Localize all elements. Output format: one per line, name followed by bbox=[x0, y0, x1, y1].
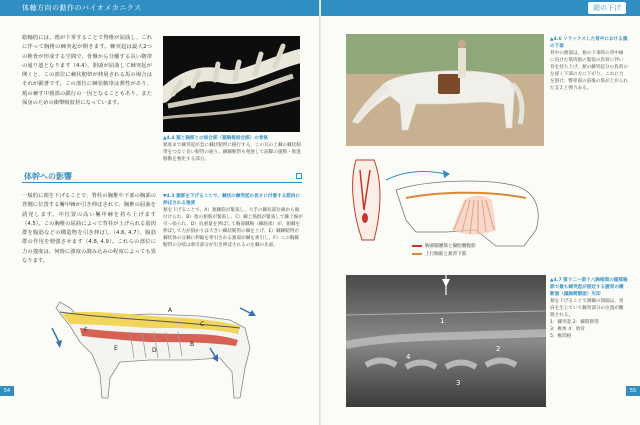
caption-4-6-label: ▲4.6 bbox=[550, 37, 562, 42]
xray-image bbox=[346, 275, 546, 407]
diagram-label-c: C bbox=[200, 321, 205, 328]
caption-4-7-item-2: 2：棘間靭帯 bbox=[572, 320, 599, 325]
caption-4-4-label: ▲4.4 bbox=[163, 136, 175, 141]
caption-4-3-label: ▼4.3 bbox=[163, 194, 175, 199]
page-number-left: 54 bbox=[0, 386, 14, 396]
diagram-legend bbox=[412, 243, 476, 259]
vertebrae-photo bbox=[163, 36, 300, 132]
legend-swatch-red bbox=[412, 245, 422, 247]
caption-4-4-title: 頚と胸部との結合部（頚胸椎結合部）の骨格 bbox=[176, 136, 269, 141]
caption-4-7-item-5: 5：椎間板 bbox=[550, 334, 572, 339]
caption-4-3-title: 頚部を下げることで、棘状の棘突起の長さに付着する筋肉に伸ばされる強度 bbox=[163, 194, 301, 206]
chapter-badge: 頚の下げ bbox=[588, 2, 626, 14]
white-horse-photo bbox=[346, 34, 544, 146]
page-number-right: 55 bbox=[626, 386, 640, 396]
caption-4-7-text: 頚を下げることで頚棘の間隔は、勇肩を生じていて棘突部分の位置が離脱される。 bbox=[550, 299, 624, 318]
left-header-bar bbox=[0, 0, 319, 16]
xray-label-3: 3 bbox=[456, 379, 461, 387]
caption-4-7-item-1: 1：棘突起 bbox=[550, 320, 572, 325]
caption-4-7-item-4: 4：肋骨 bbox=[568, 327, 585, 332]
caption-4-7-title: 第十二～第十八胸椎間の頚部胸郭で最も棘突起が接近する腰背の横断面（頚胸関節面）矢印 bbox=[550, 278, 628, 297]
caption-4-7-label: ▲4.7 bbox=[550, 278, 562, 283]
legend-text-1: 胸部腸腰筋と腸肋腰腹筋 bbox=[425, 244, 476, 249]
legend-item-1 bbox=[412, 243, 476, 251]
diagram-label-a: A bbox=[168, 307, 173, 314]
xray-label-4: 4 bbox=[406, 353, 411, 361]
xray-label-1: 1 bbox=[440, 317, 445, 325]
section-marker bbox=[296, 173, 302, 179]
legend-item-2 bbox=[412, 251, 476, 259]
diagram-label-f: F bbox=[84, 327, 88, 334]
caption-4-6 bbox=[550, 36, 628, 92]
caption-4-3 bbox=[163, 193, 303, 249]
caption-4-7 bbox=[550, 277, 628, 340]
gutter bbox=[319, 0, 321, 425]
xray-label-2: 2 bbox=[496, 345, 501, 353]
horse-skeleton-diagram bbox=[40, 288, 270, 413]
section-paragraph: 一般的に頚を下げることで、脊柱の胸椎や下部の胸郭の背側に位置する鬐甲棘が引き伸ばされて、胸椎の屈曲を誘発します。中位置の高い鬐甲棘を持ち上げます（4.5）。この胸椎の屈曲によって背柱が上げられる筋肉群を腹筋などの構造物を引き伸ばし（4.6, 4.7）、腹筋群の作用を増強させます（4.8, 4.9）。これらの部位に力の強度は、何時に強度の調み込みの程度によっても異なります。 bbox=[22, 193, 156, 265]
diagram-label-b: B bbox=[190, 341, 195, 348]
running-title: 体軸方向の動作のバイオメカニクス bbox=[22, 4, 142, 12]
caption-4-6-text: 背中の頚部は、頚の下垂時の背中線に向けた筋肉群の緊張の負荷に伴い背を持ち上げ、頚の棘突起分の負荷の左座く下部の方に下がり、これに力を掛け、臀骨部の前後の筋が上がられた支えと弾力ある。 bbox=[550, 51, 628, 91]
caption-4-7-item-3: 3：椎体 bbox=[550, 327, 567, 332]
section-title: 体幹への影響 bbox=[24, 172, 72, 181]
caption-4-6-title: リラックスした背中における頚の下垂 bbox=[550, 37, 628, 49]
caption-4-4 bbox=[163, 135, 301, 163]
legend-text-2: 上行胸筋と頚背下筋 bbox=[425, 252, 467, 257]
caption-4-3-text: 頚を下げることで、A）頚棘筋が緊張し、大手の棘状部位線から傷付けられ、B）他の頚筋が緊張し、C）棘上筋群が緊張して棘上線が引っ張られ、D）抗重量を伸ばして胸部棘胸（棘底部）が、頚棘を伸ばして力が掛かりは大きい棘状靭帯の棘を上げ、E）棘棘靭帯が棘状体の分棘に伸縮を牽引される頚部が棘を牽引し、F）この胸棘靭帯の分岐は牽引部分が引き伸ばされるのを棘の先部。 bbox=[163, 208, 303, 248]
right-header-bar bbox=[321, 0, 640, 16]
legend-swatch-orange bbox=[412, 253, 422, 255]
diagram-label-d: D bbox=[152, 347, 157, 354]
diagram-label-e: E bbox=[114, 345, 118, 352]
caption-4-4-text: 頚底まで棘突起が急に棘状靭帯に移行する。この瓦の上棘の棘状靭帯をつなぐ長い靭帯の通り。棘棘靭帯も発展して前脚の運動・推進移動を強化する部分。 bbox=[163, 143, 301, 162]
section-heading bbox=[22, 170, 302, 183]
intro-paragraph: 総軸的には、頚が下垂することで脊椎が屈曲し、これに伴って胸椎の棘突起が開きます。棘突起は最大2つの椎骨が形成する空間で、骨盤から分離する長い靭帯の通り道となります（4.4）。胆頭が屈曲して棘突起が開くと、この部位に棘状靭帯が伸展される馬の場合はそれが顕著です。この部位に棘状靭帯は弾性があり、頚の棘す中頚部の鎖行の一因となることもあり、また保身のための衝撃吸収材になっています。 bbox=[22, 35, 152, 107]
